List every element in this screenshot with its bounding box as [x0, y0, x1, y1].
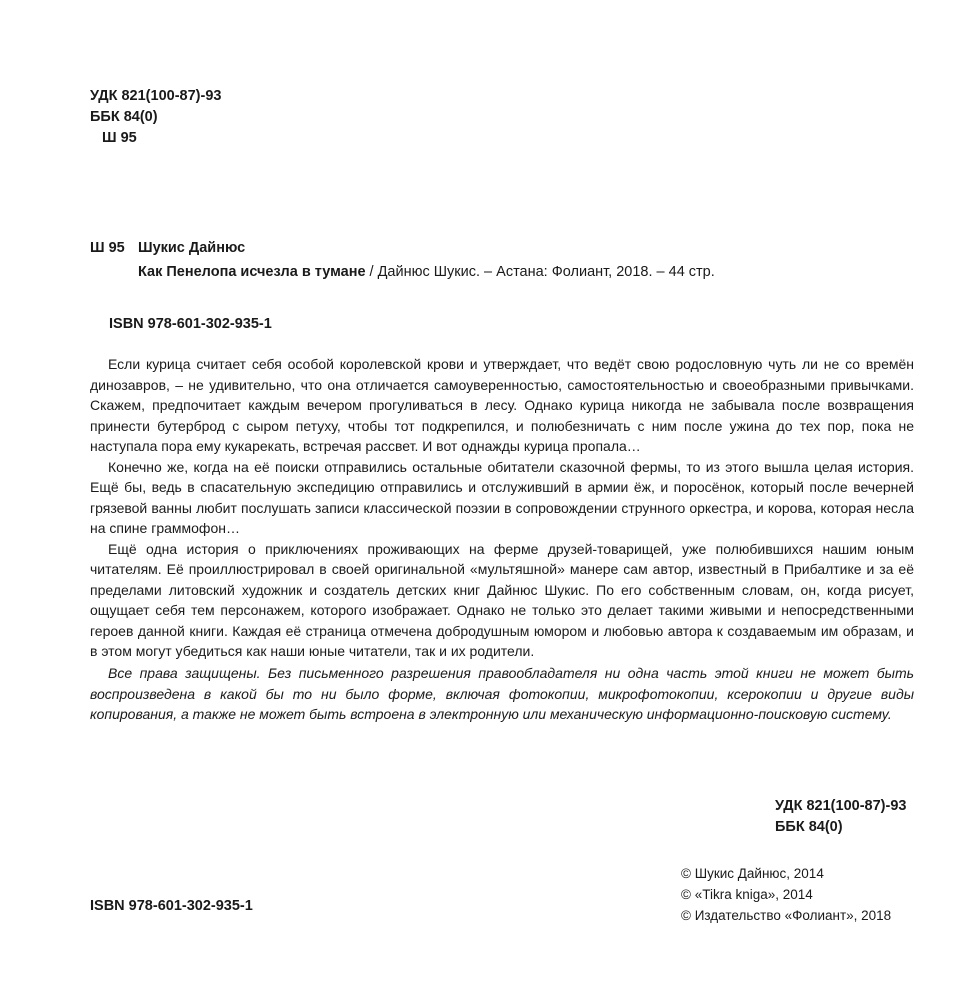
copyright-line: © «Tikra kniga», 2014 — [681, 887, 813, 902]
copyright-line: © Издательство «Фолиант», 2018 — [681, 908, 892, 923]
copyright-line: © Шукис Дайнюс, 2014 — [681, 866, 824, 881]
annotation-paragraph: Ещё одна история о приключениях проживающих на ферме друзей-товарищей, уже полюбившихся нашим юным читателям. Её проиллюстрировал в своей оригинальной «мультяшной» манере сам автор, известный в Прибалтике и за её пределами литовский художник и создатель детских книг Дайнюс Шукис. По его собственным словам, он, когда рисует, ощущает себя тем персонажем, которого изображает. Однако не только это делает такими живыми и непосредственными героев данной книги. Каждая её страница отмечена добродушным юмором и любовью автора к создаваемым им образам, и в этом могут убедиться как наши юные читатели, так и их родители. — [90, 540, 914, 659]
bbk-code: ББК 84(0) — [90, 109, 158, 125]
bbk-code-bottom: ББК 84(0) — [775, 819, 843, 835]
copyright-notices — [681, 863, 891, 926]
catalog-entry — [90, 236, 715, 284]
rights-notice — [90, 663, 914, 725]
annotation-paragraph: Конечно же, когда на её поиски отправились остальные обитатели сказочной фермы, то из этого вышла целая история. Ещё бы, ведь в спасательную экспедицию отправились и отслуживший в армии ёж, и поросёнок, который после вечерней грязевой ванны любит послушать записи классической поэзии в сопровождении струнного оркестра, и корова, которая несла на спине граммофон… — [90, 458, 914, 536]
classification-codes-bottom — [775, 796, 906, 838]
isbn-bottom: ISBN 978-601-302-935-1 — [90, 898, 253, 914]
classification-codes-top — [90, 86, 221, 149]
author-mark: Ш 95 — [102, 130, 137, 146]
isbn-top: ISBN 978-601-302-935-1 — [109, 316, 272, 332]
entry-code: Ш 95 — [90, 240, 125, 256]
entry-details: / Дайнюс Шукис. – Астана: Фолиант, 2018. – 44 стр. — [365, 264, 715, 280]
entry-title: Как Пенелопа исчезла в тумане — [138, 264, 366, 280]
rights-text: Все права защищены. Без письменного разрешения правообладателя ни одна часть этой книги не может быть воспроизведена в какой бы то ни было форме, включая фотокопии, микрофотокопии, ксерокопии и другие виды копирования, а также не может быть встроена в электронную или механическую информационно-поисковую систему. — [90, 665, 914, 722]
udk-code: УДК 821(100-87)-93 — [90, 88, 222, 104]
annotation-paragraph: Если курица считает себя особой королевской крови и утверждает, что ведёт свою родословную чуть ли не со времён динозавров, – не удивительно, что она отличается самоуверенностью, самостоятельностью и своеобразными привычками. Скажем, предпочитает каждым вечером прогуливаться в лесу. Однако курица никогда не забывала после возвращения принести бутерброд с сыром петуху, чтобы тот подкрепился, и полюбезничать с ним после ужина до тех пор, пока не наступала пора ему кукарекать, встречая рассвет. И вот однажды курица пропала… — [90, 356, 914, 454]
entry-author: Шукис Дайнюс — [138, 240, 246, 256]
annotation — [90, 354, 914, 662]
udk-code-bottom: УДК 821(100-87)-93 — [775, 798, 907, 814]
